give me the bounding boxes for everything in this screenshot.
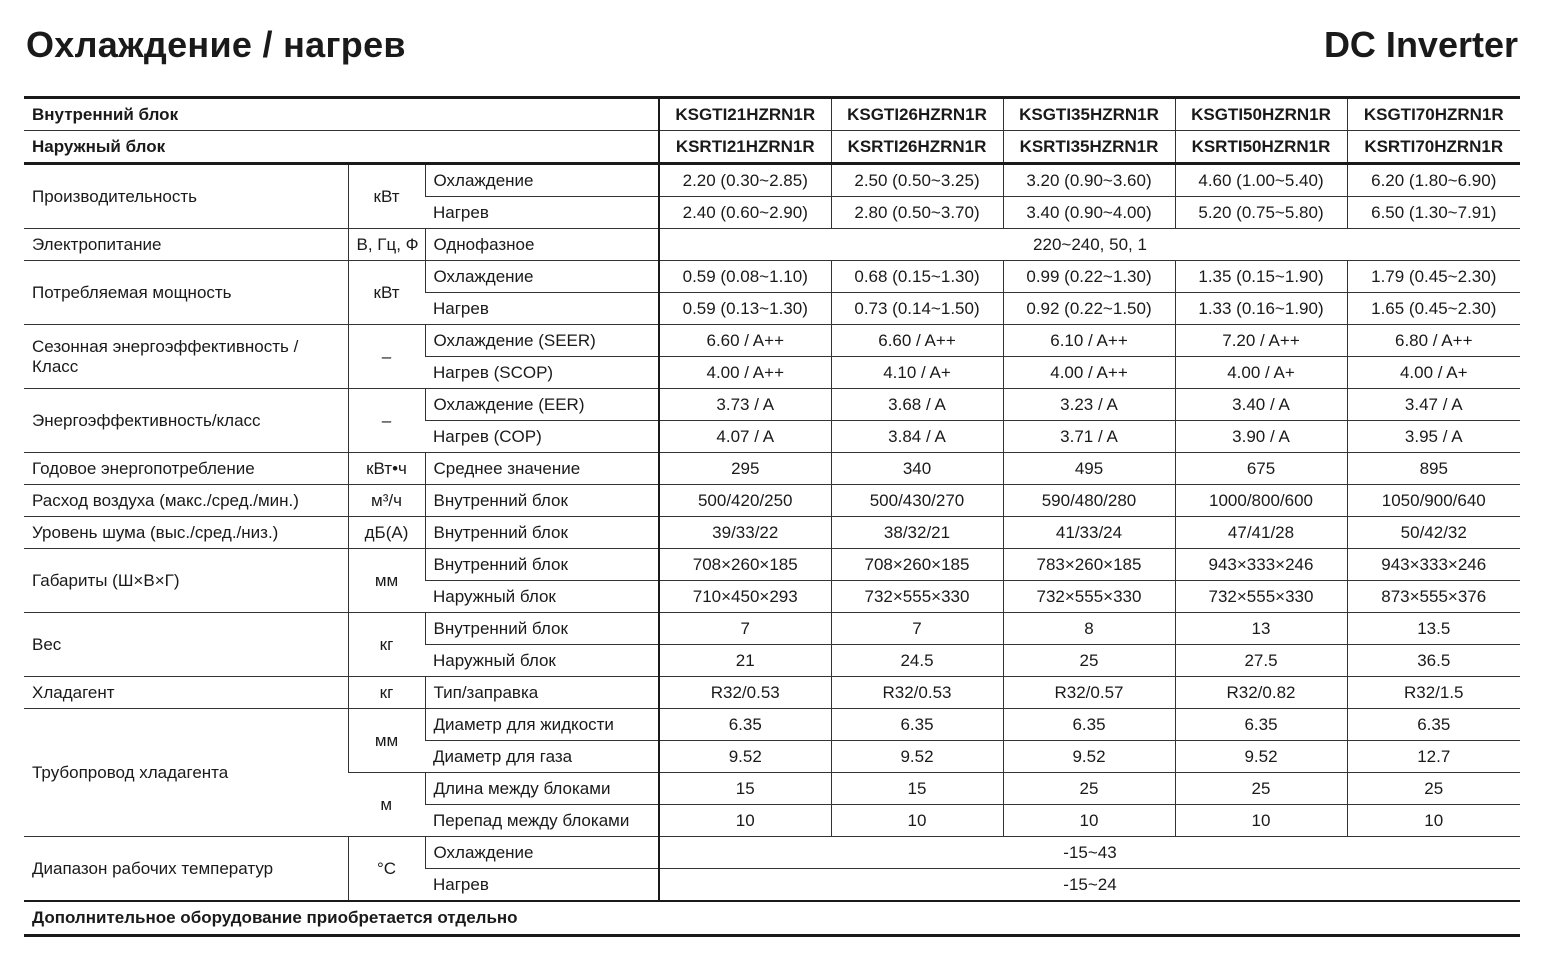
- value-cell: R32/1.5: [1347, 677, 1520, 709]
- value-cell: 2.20 (0.30~2.85): [659, 164, 831, 197]
- unit-label: В, Гц, Ф: [348, 229, 425, 261]
- value-cell: 8: [1003, 613, 1175, 645]
- value-cell: 4.60 (1.00~5.40): [1175, 164, 1347, 197]
- mode-label: Диаметр для жидкости: [425, 709, 659, 741]
- value-cell: 7: [831, 613, 1003, 645]
- param-label: Уровень шума (выс./сред./низ.): [24, 517, 348, 549]
- value-cell: 3.95 / A: [1347, 421, 1520, 453]
- value-cell: 6.35: [1347, 709, 1520, 741]
- value-cell: 38/32/21: [831, 517, 1003, 549]
- value-cell: 2.80 (0.50~3.70): [831, 197, 1003, 229]
- value-cell: 25: [1347, 773, 1520, 805]
- param-label: Расход воздуха (макс./сред./мин.): [24, 485, 348, 517]
- spec-row: [24, 325, 1520, 357]
- model-indoor-unit-5: KSGTI70HZRN1R: [1347, 98, 1520, 131]
- spec-row: [24, 613, 1520, 645]
- unit-label: кВт•ч: [348, 453, 425, 485]
- mode-label: Внутренний блок: [425, 517, 659, 549]
- value-cell: 21: [659, 645, 831, 677]
- value-cell: 732×555×330: [831, 581, 1003, 613]
- value-cell: 24.5: [831, 645, 1003, 677]
- value-cell: 708×260×185: [831, 549, 1003, 581]
- value-cell: 3.20 (0.90~3.60): [1003, 164, 1175, 197]
- mode-label: Охлаждение (SEER): [425, 325, 659, 357]
- merged-value: 220~240, 50, 1: [659, 229, 1520, 261]
- value-cell: 3.23 / A: [1003, 389, 1175, 421]
- value-cell: 3.40 (0.90~4.00): [1003, 197, 1175, 229]
- value-cell: R32/0.53: [831, 677, 1003, 709]
- value-cell: 15: [831, 773, 1003, 805]
- value-cell: 895: [1347, 453, 1520, 485]
- value-cell: 6.60 / A++: [831, 325, 1003, 357]
- unit-label: кВт: [348, 261, 425, 325]
- value-cell: 6.80 / A++: [1347, 325, 1520, 357]
- spec-row: [24, 453, 1520, 485]
- value-cell: 25: [1003, 773, 1175, 805]
- param-label: Потребляемая мощность: [24, 261, 348, 325]
- value-cell: 7: [659, 613, 831, 645]
- mode-label: Тип/заправка: [425, 677, 659, 709]
- value-cell: 39/33/22: [659, 517, 831, 549]
- value-cell: R32/0.82: [1175, 677, 1347, 709]
- value-cell: 6.35: [831, 709, 1003, 741]
- value-cell: 732×555×330: [1003, 581, 1175, 613]
- value-cell: 3.68 / A: [831, 389, 1003, 421]
- value-cell: 3.71 / A: [1003, 421, 1175, 453]
- value-cell: 590/480/280: [1003, 485, 1175, 517]
- param-label: Трубопровод хладагента: [24, 709, 348, 837]
- value-cell: 6.20 (1.80~6.90): [1347, 164, 1520, 197]
- brand-label: DC Inverter: [1323, 24, 1518, 65]
- model-indoor-unit-2: KSGTI26HZRN1R: [831, 98, 1003, 131]
- param-label: Диапазон рабочих температур: [24, 837, 348, 902]
- value-cell: 295: [659, 453, 831, 485]
- value-cell: 0.68 (0.15~1.30): [831, 261, 1003, 293]
- outdoor-unit-label: Наружный блок: [24, 131, 659, 164]
- value-cell: 9.52: [1175, 741, 1347, 773]
- value-cell: 1.35 (0.15~1.90): [1175, 261, 1347, 293]
- value-cell: 36.5: [1347, 645, 1520, 677]
- value-cell: 4.00 / A++: [659, 357, 831, 389]
- mode-label: Наружный блок: [425, 645, 659, 677]
- value-cell: R32/0.57: [1003, 677, 1175, 709]
- value-cell: 0.92 (0.22~1.50): [1003, 293, 1175, 325]
- mode-label: Наружный блок: [425, 581, 659, 613]
- unit-label: м: [348, 773, 425, 837]
- value-cell: 10: [1175, 805, 1347, 837]
- value-cell: 27.5: [1175, 645, 1347, 677]
- value-cell: 0.59 (0.13~1.30): [659, 293, 831, 325]
- mode-label: Нагрев: [425, 293, 659, 325]
- value-cell: 5.20 (0.75~5.80): [1175, 197, 1347, 229]
- param-label: Энергоэффективность/класс: [24, 389, 348, 453]
- mode-label: Внутренний блок: [425, 485, 659, 517]
- value-cell: 500/430/270: [831, 485, 1003, 517]
- mode-label: Охлаждение (EER): [425, 389, 659, 421]
- value-cell: 3.90 / A: [1175, 421, 1347, 453]
- param-label: Хладагент: [24, 677, 348, 709]
- value-cell: 4.10 / A+: [831, 357, 1003, 389]
- value-cell: 10: [1003, 805, 1175, 837]
- unit-label: мм: [348, 709, 425, 773]
- mode-label: Нагрев (COP): [425, 421, 659, 453]
- value-cell: 9.52: [1003, 741, 1175, 773]
- value-cell: 13: [1175, 613, 1347, 645]
- value-cell: 3.73 / A: [659, 389, 831, 421]
- model-indoor-unit-4: KSGTI50HZRN1R: [1175, 98, 1347, 131]
- value-cell: 47/41/28: [1175, 517, 1347, 549]
- merged-value: -15~24: [659, 869, 1520, 902]
- value-cell: 873×555×376: [1347, 581, 1520, 613]
- value-cell: 4.00 / A+: [1175, 357, 1347, 389]
- outdoor-unit-header-row: [24, 131, 1520, 164]
- mode-label: Перепад между блоками: [425, 805, 659, 837]
- value-cell: 10: [1347, 805, 1520, 837]
- value-cell: 783×260×185: [1003, 549, 1175, 581]
- mode-label: Среднее значение: [425, 453, 659, 485]
- value-cell: R32/0.53: [659, 677, 831, 709]
- value-cell: 25: [1003, 645, 1175, 677]
- spec-row: [24, 709, 1520, 741]
- value-cell: 6.35: [659, 709, 831, 741]
- value-cell: 9.52: [831, 741, 1003, 773]
- spec-row: [24, 517, 1520, 549]
- param-label: Габариты (Ш×В×Г): [24, 549, 348, 613]
- mode-label: Внутренний блок: [425, 549, 659, 581]
- mode-label: Внутренний блок: [425, 613, 659, 645]
- unit-label: °C: [348, 837, 425, 902]
- value-cell: 41/33/24: [1003, 517, 1175, 549]
- page-title: Охлаждение / нагрев: [26, 24, 406, 65]
- value-cell: 495: [1003, 453, 1175, 485]
- value-cell: 340: [831, 453, 1003, 485]
- value-cell: 4.00 / A++: [1003, 357, 1175, 389]
- footer-note: Дополнительное оборудование приобретается отдельно: [24, 901, 1520, 936]
- unit-label: кВт: [348, 164, 425, 229]
- value-cell: 13.5: [1347, 613, 1520, 645]
- param-label: Производительность: [24, 164, 348, 229]
- spec-row: [24, 485, 1520, 517]
- param-label: Вес: [24, 613, 348, 677]
- unit-label: м³/ч: [348, 485, 425, 517]
- mode-label: Длина между блоками: [425, 773, 659, 805]
- mode-label: Охлаждение: [425, 261, 659, 293]
- value-cell: 1050/900/640: [1347, 485, 1520, 517]
- value-cell: 0.73 (0.14~1.50): [831, 293, 1003, 325]
- spec-row: [24, 549, 1520, 581]
- value-cell: 7.20 / A++: [1175, 325, 1347, 357]
- value-cell: 708×260×185: [659, 549, 831, 581]
- unit-label: кг: [348, 677, 425, 709]
- spec-row: [24, 261, 1520, 293]
- value-cell: 3.47 / A: [1347, 389, 1520, 421]
- merged-value: -15~43: [659, 837, 1520, 869]
- value-cell: 4.07 / A: [659, 421, 831, 453]
- spec-row: [24, 389, 1520, 421]
- unit-label: мм: [348, 549, 425, 613]
- value-cell: 15: [659, 773, 831, 805]
- mode-label: Нагрев (SCOP): [425, 357, 659, 389]
- model-indoor-unit-1: KSGTI21HZRN1R: [659, 98, 831, 131]
- mode-label: Однофазное: [425, 229, 659, 261]
- spec-row: [24, 677, 1520, 709]
- param-label: Электропитание: [24, 229, 348, 261]
- indoor-unit-header-row: [24, 98, 1520, 131]
- model-outdoor-unit-5: KSRTI70HZRN1R: [1347, 131, 1520, 164]
- unit-label: –: [348, 389, 425, 453]
- model-outdoor-unit-4: KSRTI50HZRN1R: [1175, 131, 1347, 164]
- value-cell: 9.52: [659, 741, 831, 773]
- value-cell: 10: [831, 805, 1003, 837]
- value-cell: 6.60 / A++: [659, 325, 831, 357]
- value-cell: 1.33 (0.16~1.90): [1175, 293, 1347, 325]
- unit-label: дБ(А): [348, 517, 425, 549]
- spec-table: [24, 96, 1520, 937]
- value-cell: 1.65 (0.45~2.30): [1347, 293, 1520, 325]
- value-cell: 1.79 (0.45~2.30): [1347, 261, 1520, 293]
- value-cell: 6.35: [1003, 709, 1175, 741]
- footer-row: [24, 901, 1520, 936]
- value-cell: 732×555×330: [1175, 581, 1347, 613]
- value-cell: 10: [659, 805, 831, 837]
- mode-label: Диаметр для газа: [425, 741, 659, 773]
- spec-row: [24, 164, 1520, 197]
- value-cell: 2.50 (0.50~3.25): [831, 164, 1003, 197]
- value-cell: 943×333×246: [1175, 549, 1347, 581]
- value-cell: 4.00 / A+: [1347, 357, 1520, 389]
- mode-label: Охлаждение: [425, 837, 659, 869]
- value-cell: 6.50 (1.30~7.91): [1347, 197, 1520, 229]
- value-cell: 0.99 (0.22~1.30): [1003, 261, 1175, 293]
- model-indoor-unit-3: KSGTI35HZRN1R: [1003, 98, 1175, 131]
- value-cell: 3.40 / A: [1175, 389, 1347, 421]
- value-cell: 2.40 (0.60~2.90): [659, 197, 831, 229]
- spec-row: [24, 229, 1520, 261]
- unit-label: кг: [348, 613, 425, 677]
- value-cell: 710×450×293: [659, 581, 831, 613]
- spec-row: [24, 837, 1520, 869]
- param-label: Годовое энергопотребление: [24, 453, 348, 485]
- mode-label: Нагрев: [425, 869, 659, 902]
- model-outdoor-unit-3: KSRTI35HZRN1R: [1003, 131, 1175, 164]
- value-cell: 1000/800/600: [1175, 485, 1347, 517]
- value-cell: 6.10 / A++: [1003, 325, 1175, 357]
- value-cell: 675: [1175, 453, 1347, 485]
- spec-table-body: [24, 98, 1520, 936]
- value-cell: 25: [1175, 773, 1347, 805]
- model-outdoor-unit-2: KSRTI26HZRN1R: [831, 131, 1003, 164]
- mode-label: Охлаждение: [425, 164, 659, 197]
- model-outdoor-unit-1: KSRTI21HZRN1R: [659, 131, 831, 164]
- value-cell: 943×333×246: [1347, 549, 1520, 581]
- unit-label: –: [348, 325, 425, 389]
- param-label: Сезонная энергоэффективность / Класс: [24, 325, 348, 389]
- mode-label: Нагрев: [425, 197, 659, 229]
- value-cell: 500/420/250: [659, 485, 831, 517]
- indoor-unit-label: Внутренний блок: [24, 98, 659, 131]
- value-cell: 0.59 (0.08~1.10): [659, 261, 831, 293]
- value-cell: 6.35: [1175, 709, 1347, 741]
- value-cell: 50/42/32: [1347, 517, 1520, 549]
- value-cell: 3.84 / A: [831, 421, 1003, 453]
- value-cell: 12.7: [1347, 741, 1520, 773]
